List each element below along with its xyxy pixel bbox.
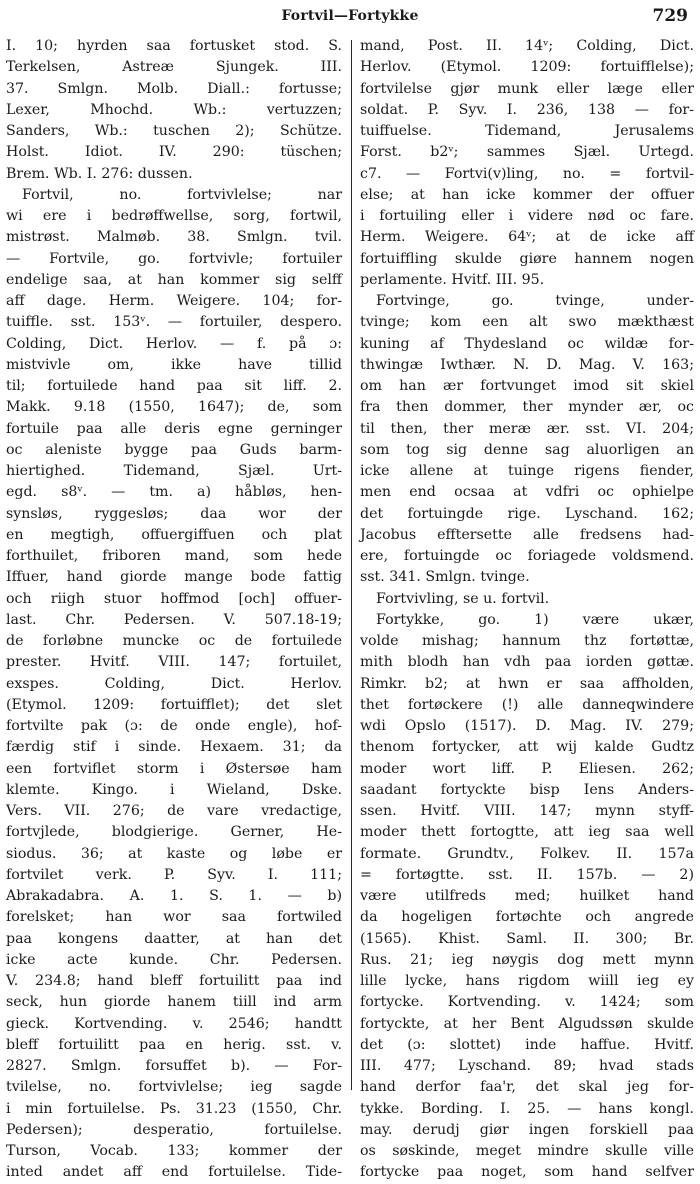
text-line: tykke. Bording. I. 25. — hans kongl.	[360, 1100, 694, 1117]
text-line: prester. Hvitf. VIII. 147; fortuilet,	[6, 654, 342, 671]
text-line: och riigh stuor hoffmod [och] offuer-	[6, 590, 342, 607]
text-line: Lexer, Mhochd. Wb.: vertuzzen;	[6, 101, 342, 118]
text-line: Terkelsen, Astreæ Sjungek. III.	[6, 59, 342, 76]
text-line: klemte. Kingo. i Wieland, Dske.	[6, 781, 342, 798]
text-line: fortuile paa alle deris egne gerninger	[6, 420, 342, 437]
text-line: volde mishag; hannum thz fortøttæ,	[360, 633, 694, 649]
text-line: tuiffle. sst. 153ᵛ. — fortuiler, despero.	[6, 314, 342, 331]
text-line: til; fortuilede hand paa sit liff. 2.	[6, 378, 342, 394]
text-line: I. 10; hyrden saa fortusket stod. S.	[6, 38, 342, 54]
text-line: thenom fortycker, att wij kalde Gudtz	[360, 739, 694, 756]
text-line: mand, Post. II. 14ᵛ; Colding, Dict.	[360, 38, 694, 54]
text-line: 2827. Smlgn. forsuffet b). — For-	[6, 1058, 342, 1074]
text-line: Vers. VII. 276; de vare vredactige,	[6, 803, 342, 819]
text-line: wi ere i bedrøffwellse, sorg, fortwil,	[6, 208, 342, 224]
text-line: Sanders, Wb.: tuschen 2); Schütze.	[6, 123, 342, 139]
text-line: endelige saa, at han kommer sig selff	[6, 271, 342, 288]
text-line: Brem. Wb. I. 276: dussen.	[6, 165, 193, 182]
text-line: (Etymol. 1209: fortuifflet); det slet	[6, 696, 342, 713]
text-line: moder wort liff. P. Eliesen. 262;	[360, 760, 694, 777]
text-line: tvilelse, no. fortvivlelse; ieg sagde	[6, 1079, 342, 1096]
text-line: Herlov. (Etymol. 1209: fortuifflelse);	[360, 59, 694, 76]
text-line: last. Chr. Pedersen. V. 507.18-19;	[6, 611, 342, 628]
text-line: mith blodh han vdh paa iorden gøttæ.	[360, 654, 694, 671]
text-line: aff dage. Herm. Weigere. 104; for-	[6, 293, 342, 309]
text-line: saadant fortyckte bisp Iens Anders-	[360, 781, 694, 798]
text-line: fra then dommer, ther mynder ær, oc	[360, 399, 694, 416]
text-line: else; at han icke kommer der offuer	[360, 186, 694, 203]
text-line: ere, fortuingde oc foriagede voldsmend.	[360, 548, 694, 564]
text-line: perlamente. Hvitf. III. 95.	[360, 271, 545, 288]
text-line: det fortuingde rige. Lyschand. 162;	[360, 505, 694, 522]
text-line: bleff fortuilitt paa en herig. sst. v.	[6, 1036, 342, 1053]
text-line: men end ocsaa at vdfri oc ophielpe	[360, 484, 694, 501]
text-line: fortycke paa noget, som hand selfver	[360, 1164, 694, 1181]
text-line: om han ær fortvunget imod sit skiel	[360, 378, 694, 394]
text-line: oc aleniste bygge paa Guds barm-	[6, 441, 342, 458]
text-line: Abrakadabra. A. 1. S. 1. — b)	[6, 888, 342, 904]
text-line: færdig stif i sinde. Hexaem. 31; da	[6, 739, 342, 756]
text-line: paa kongens daatter, at han det	[6, 930, 342, 947]
text-line: lille lycke, hans rigdom wiill ieg ey	[360, 973, 694, 989]
text-line: formate. Grundtv., Folkev. II. 157a	[360, 845, 694, 862]
text-line: forelsket; han wor saa fortwiled	[6, 909, 342, 926]
running-head-title: Fortvil—Fortykke	[281, 8, 419, 24]
text-line: forthuilet, friboren mand, som hede	[6, 548, 342, 564]
text-line: de forløbne muncke oc de fortuilede	[6, 633, 342, 649]
text-line: i min fortuilelse. Ps. 31.23 (1550, Chr.	[6, 1100, 342, 1117]
text-line: tuiffuelse. Tidemand, Jerusalems	[360, 123, 694, 139]
text-line: være utilfreds med; huilket hand	[360, 888, 694, 904]
text-line: Colding, Dict. Herlov. — f. på ɔ:	[6, 335, 342, 352]
text-line: Rimkr. b2; at hwn er saa affholden,	[360, 675, 694, 692]
text-line: = fortøgtte. sst. II. 157b. — 2)	[360, 866, 694, 883]
text-line: may. derudj giør ingen forskiell paa	[360, 1121, 694, 1138]
text-line: moder thett fortogtte, att ieg saa well	[360, 824, 694, 841]
text-line: een fortviflet storm i Østersøe ham	[6, 760, 342, 777]
page-number: 729	[652, 6, 688, 26]
text-line: det (ɔ: slottet) inde haffue. Hvitf.	[360, 1036, 694, 1053]
text-line: Fortykke, go. 1) være ukær,	[376, 611, 694, 628]
text-line: c7. — Fortvi(v)ling, no. = fortvil-	[360, 165, 694, 182]
text-line: i fortuiling eller i videre nød oc fare.	[360, 208, 694, 224]
text-line: Forst. b2ᵛ; sammes Sjæl. Urtegd.	[360, 144, 694, 161]
text-line: hiertighed. Tidemand, Sjæl. Urt-	[6, 463, 342, 479]
text-line: inted andet aff end fortuilelse. Tide-	[6, 1164, 342, 1181]
text-line: fortvilet verk. P. Syv. I. 111;	[6, 866, 342, 883]
text-line: Turson, Vocab. 133; kommer der	[6, 1143, 342, 1159]
text-line: Iffuer, hand giorde mange bode fattig	[6, 569, 342, 586]
text-line: Makk. 9.18 (1550, 1647); de, som	[6, 399, 342, 416]
text-line: icke allene at tuinge rigens fiender,	[360, 463, 694, 479]
text-line: en megtigh, offuergiffuen och plat	[6, 526, 342, 543]
text-line: Jacobus efftersette alle fredsens had-	[360, 526, 694, 543]
text-line: kuning af Thydesland oc wildæ for-	[360, 335, 694, 352]
text-line: (1565). Khist. Saml. II. 300; Br.	[360, 930, 694, 947]
text-line: os søskinde, meget mindre skulle ville	[360, 1143, 694, 1159]
text-line: gieck. Kortvending. v. 2546; handtt	[6, 1015, 342, 1032]
text-line: — Fortvile, go. fortvivle; fortuiler	[6, 250, 342, 267]
text-line: mistrøst. Malmøb. 38. Smlgn. tvil.	[6, 229, 342, 246]
text-line: siodus. 36; at kaste og løbe er	[6, 845, 342, 862]
left-column	[6, 36, 342, 1181]
text-line: til then, ther meræ ær. sst. VI. 204;	[360, 420, 694, 437]
text-line: fortvilelse gjør munk eller læge eller	[360, 80, 694, 97]
text-line: Fortvivling, se u. fortvil.	[376, 590, 550, 607]
text-line: Fortvil, no. fortvivlelse; nar	[22, 186, 342, 203]
text-line: Pedersen); desperatio, fortuilelse.	[6, 1121, 342, 1138]
text-line: fortycke. Kortvending. v. 1424; som	[360, 994, 694, 1011]
column-divider	[351, 40, 352, 1090]
text-line: synsløs, ryggesløs; daa wor der	[6, 505, 342, 522]
text-line: da hogeligen fortøchte och angrede	[360, 909, 694, 926]
text-line: hand derfor faa'r, det skal jeg for-	[360, 1079, 694, 1096]
text-line: Rus. 21; ieg nøygis dog mett mynn	[360, 951, 694, 968]
text-line: fortuiffling skulde giøre hannem nogen	[360, 250, 694, 267]
text-line: ssen. Hvitf. VIII. 147; mynn styff-	[360, 803, 694, 819]
text-line: egd. s8ᵛ. — tm. a) håbløs, hen-	[6, 484, 342, 501]
text-line: thet fortøckere (!) alle danneqwindere	[360, 696, 694, 713]
text-line: fortvilte pak (ɔ: de onde engle), hof-	[6, 718, 342, 734]
text-line: soldat. P. Syv. I. 236, 138 — for-	[360, 101, 694, 118]
text-line: icke acte kunde. Chr. Pedersen.	[6, 951, 342, 968]
right-column	[360, 36, 694, 1181]
text-line: tvinge; kom een alt swo mækthæst	[360, 314, 694, 331]
text-line: Holst. Idiot. IV. 290: tüschen;	[6, 144, 342, 161]
text-line: III. 477; Lyschand. 89; hvad stads	[360, 1058, 694, 1074]
text-line: Fortvinge, go. tvinge, under-	[376, 293, 694, 309]
text-line: seck, hun giorde hanem tiill ind arm	[6, 994, 342, 1011]
text-line: thwingæ Iwthær. N. D. Mag. V. 163;	[360, 356, 694, 373]
text-line: V. 234.8; hand bleff fortuilitt paa ind	[6, 973, 342, 989]
text-line: exspes. Colding, Dict. Herlov.	[6, 675, 342, 692]
text-line: wdi Opslo (1517). D. Mag. IV. 279;	[360, 718, 694, 734]
text-line: som tog sig denne sag aluorligen an	[360, 441, 694, 458]
text-line: Herm. Weigere. 64ᵛ; at de icke aff	[360, 229, 694, 246]
text-line: 37. Smlgn. Molb. Diall.: fortusse;	[6, 80, 342, 97]
running-head	[0, 6, 700, 28]
text-line: sst. 341. Smlgn. tvinge.	[360, 569, 530, 586]
text-line: fortvjlede, blodgierige. Gerner, He-	[6, 824, 342, 841]
text-line: mistvivle om, ikke have tillid	[6, 356, 342, 373]
text-line: fortyckte, at her Bent Algudssøn skulde	[360, 1015, 694, 1032]
